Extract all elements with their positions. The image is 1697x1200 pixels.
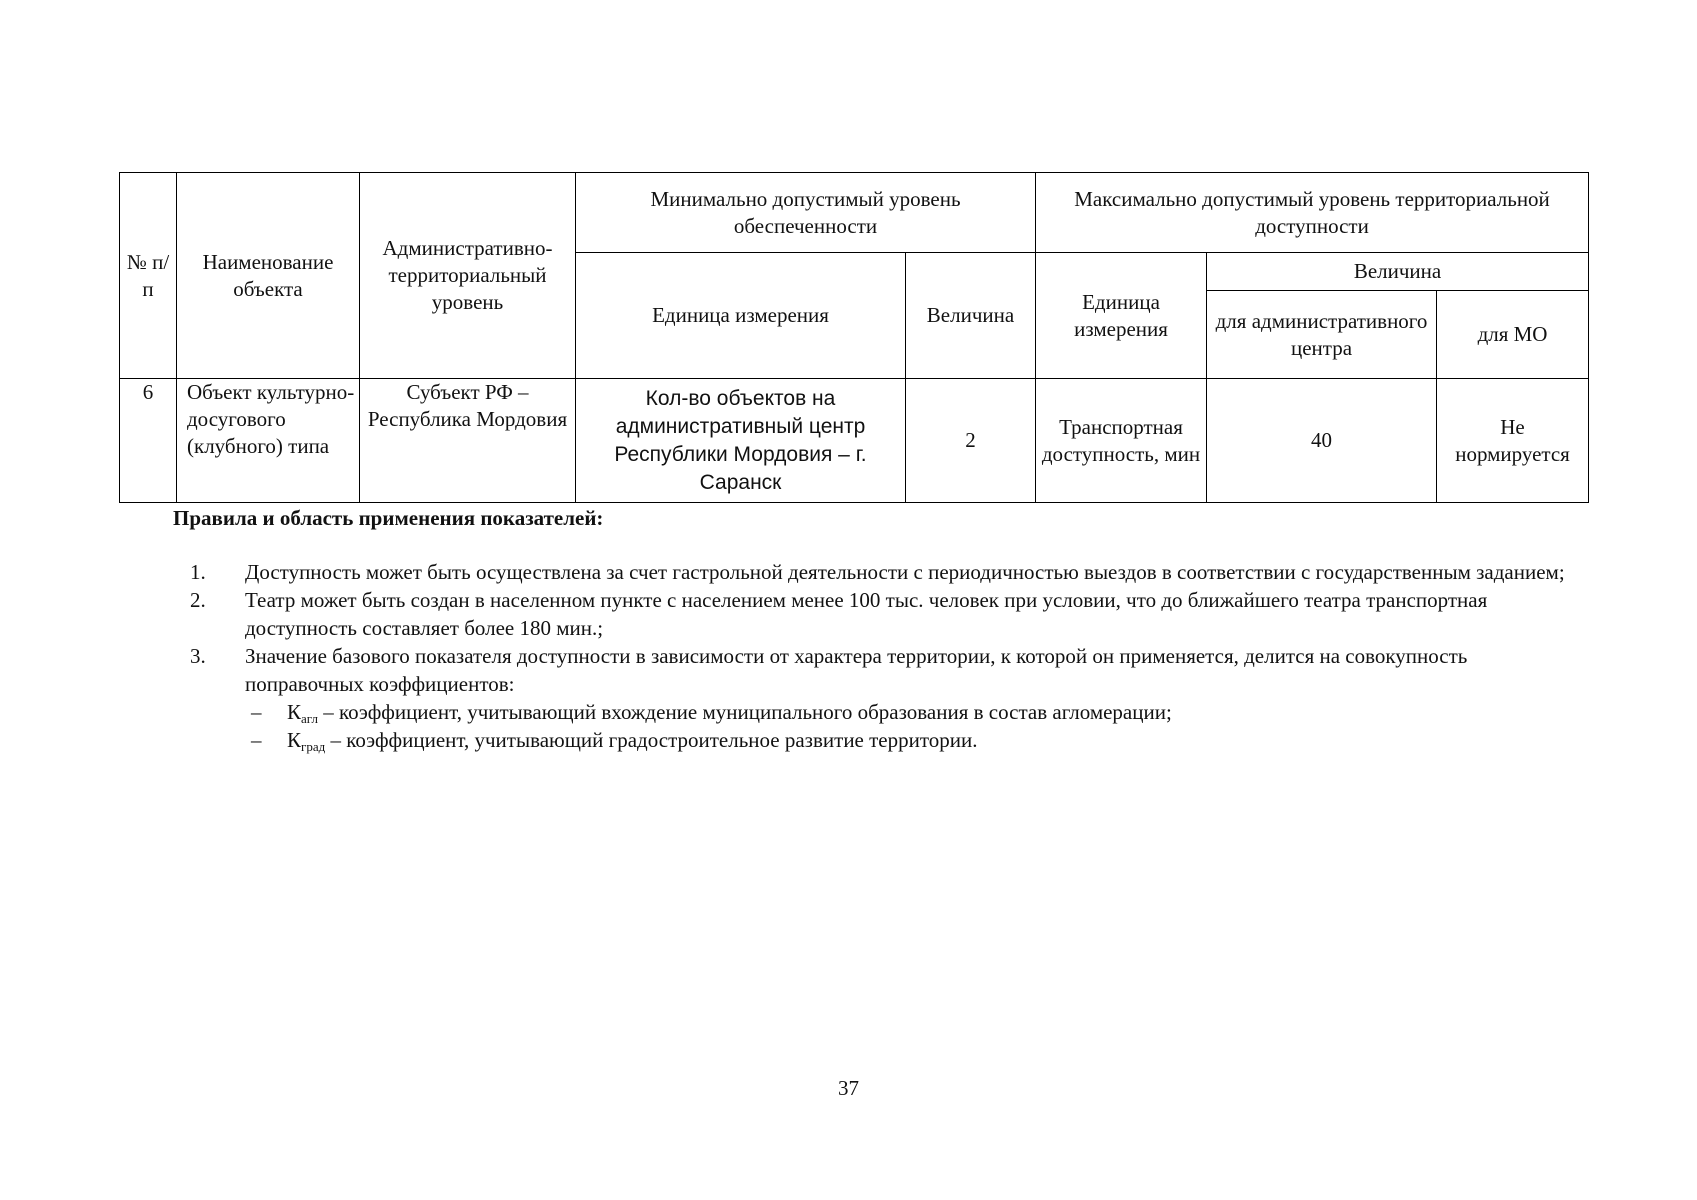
- header-min-unit: Единица измерения: [576, 253, 906, 379]
- header-max-value-mo: для МО: [1437, 291, 1589, 379]
- row-no: 6: [120, 379, 177, 503]
- header-max-unit: Единица измерения: [1036, 253, 1207, 379]
- header-max-value: Величина: [1207, 253, 1589, 291]
- coefficient-item: [245, 698, 1590, 726]
- list-item-number: 1.: [190, 560, 206, 584]
- header-admin-level: Административно-территориальный уровень: [360, 173, 576, 379]
- list-item: [0, 586, 1590, 642]
- header-max-accessibility-group: Максимально допустимый уровень территориальной доступности: [1036, 173, 1589, 253]
- norms-table: [119, 172, 1589, 503]
- header-min-provision-group: Минимально допустимый уровень обеспеченности: [576, 173, 1036, 253]
- list-item-number: 3.: [190, 644, 206, 668]
- header-max-value-center: для административного центра: [1207, 291, 1437, 379]
- list-item-text: Театр может быть создан в населенном пункте с населением менее 100 тыс. человек при условии, что до ближайшего театра транспортная доступность составляет более 180 мин.;: [245, 588, 1488, 640]
- coefficient-item: [245, 726, 1590, 754]
- dash-marker: –: [251, 700, 262, 724]
- coefficient-description: – коэффициент, учитывающий вхождение муниципального образования в состав агломерации;: [317, 700, 1172, 724]
- row-object-name: Объект культурно-досугового (клубного) типа: [177, 379, 360, 503]
- coefficient-symbol: К: [287, 728, 302, 752]
- rules-heading: Правила и область применения показателей:: [173, 506, 604, 530]
- row-min-unit: Кол-во объектов на административный центр Республики Мордовия – г. Саранск: [576, 379, 906, 503]
- coefficient-description: – коэффициент, учитывающий градостроительное развитие территории.: [325, 728, 978, 752]
- dash-marker: –: [251, 728, 262, 752]
- list-item-text: Значение базового показателя доступности в зависимости от характера территории, к которой он применяется, делится на совокупность поправочных коэффициентов:: [245, 644, 1468, 696]
- list-item: [0, 558, 1590, 586]
- coefficient-symbol: К: [287, 700, 302, 724]
- coefficient-list: [245, 698, 1590, 754]
- coefficient-subscript: град: [301, 739, 326, 754]
- row-max-unit: Транспортная доступность, мин: [1036, 379, 1207, 503]
- row-admin-level: Субъект РФ – Республика Мордовия: [360, 379, 576, 503]
- rules-list: [0, 558, 1590, 754]
- list-item: [0, 642, 1590, 754]
- list-item-text: Доступность может быть осуществлена за счет гастрольной деятельности с периодичностью выездов в соответствии с государственным заданием;: [245, 560, 1565, 584]
- header-min-value: Величина: [906, 253, 1036, 379]
- row-max-mo: Не нормируется: [1437, 379, 1589, 503]
- page-number: 37: [838, 1076, 859, 1100]
- list-item-number: 2.: [190, 588, 206, 612]
- row-max-center: 40: [1207, 379, 1437, 503]
- header-no: № п/п: [120, 173, 177, 379]
- header-object-name: Наименование объекта: [177, 173, 360, 379]
- coefficient-subscript: агл: [301, 711, 318, 726]
- table-row: [120, 379, 1589, 503]
- row-min-value: 2: [906, 379, 1036, 503]
